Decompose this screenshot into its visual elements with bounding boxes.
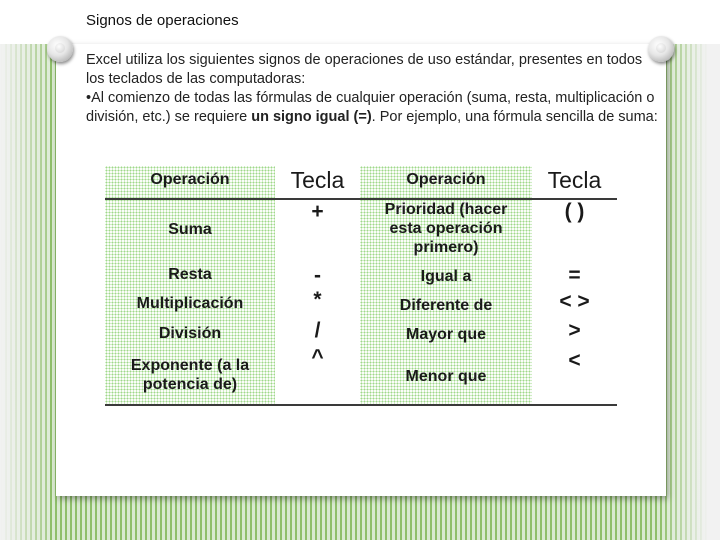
operations-table bbox=[105, 166, 617, 406]
slide-title: Signos de operaciones bbox=[86, 12, 239, 29]
key-less: < bbox=[568, 349, 581, 372]
op-menor: Menor que bbox=[405, 368, 487, 385]
op-prioridad: Prioridad (hacer esta operación primero) bbox=[384, 201, 508, 256]
op-igual: Igual a bbox=[420, 268, 472, 285]
header-operacion-1: Operación bbox=[150, 171, 230, 188]
intro-bullet-suffix: . Por ejemplo, una fórmula sencilla de suma: bbox=[371, 109, 658, 125]
op-exponente: Exponente (a la potencia de) bbox=[130, 357, 250, 393]
pushpin-icon-left bbox=[47, 36, 73, 62]
op-division: División bbox=[158, 325, 222, 342]
op-suma: Suma bbox=[168, 221, 212, 238]
bottom-rule bbox=[105, 404, 617, 406]
header-rule bbox=[105, 198, 617, 200]
frame-right-fade bbox=[660, 0, 720, 540]
key-minus: - bbox=[314, 264, 321, 287]
key-caret: ^ bbox=[311, 346, 324, 369]
frame-left-fade bbox=[0, 0, 50, 540]
key-slash: / bbox=[314, 319, 321, 342]
intro-line: Excel utiliza los siguientes signos de operaciones de uso estándar, presentes en todos los teclados de las computadoras: bbox=[86, 52, 643, 87]
header-operacion-2: Operación bbox=[406, 171, 486, 188]
key-parentheses: ( ) bbox=[564, 200, 585, 223]
header-tecla-1: Tecla bbox=[290, 167, 345, 193]
intro-paragraph bbox=[86, 51, 661, 127]
key-greater: > bbox=[568, 319, 581, 342]
key-plus: + bbox=[311, 200, 324, 223]
op-multiplicacion: Multiplicación bbox=[136, 295, 244, 312]
key-equals: = bbox=[568, 264, 581, 287]
op-mayor: Mayor que bbox=[405, 326, 486, 343]
op-resta: Resta bbox=[168, 266, 212, 283]
intro-bullet-bold: un signo igual (=) bbox=[251, 109, 372, 125]
header-tecla-2: Tecla bbox=[547, 167, 602, 193]
key-not-equal: < > bbox=[559, 290, 590, 313]
key-asterisk: * bbox=[313, 288, 322, 311]
op-diferente: Diferente de bbox=[399, 297, 493, 314]
intro-bullet-prefix: •Al comienzo de todas las fórmulas de cualquier operación (suma, resta, multiplicación o división, etc.) se requiere bbox=[86, 90, 655, 125]
